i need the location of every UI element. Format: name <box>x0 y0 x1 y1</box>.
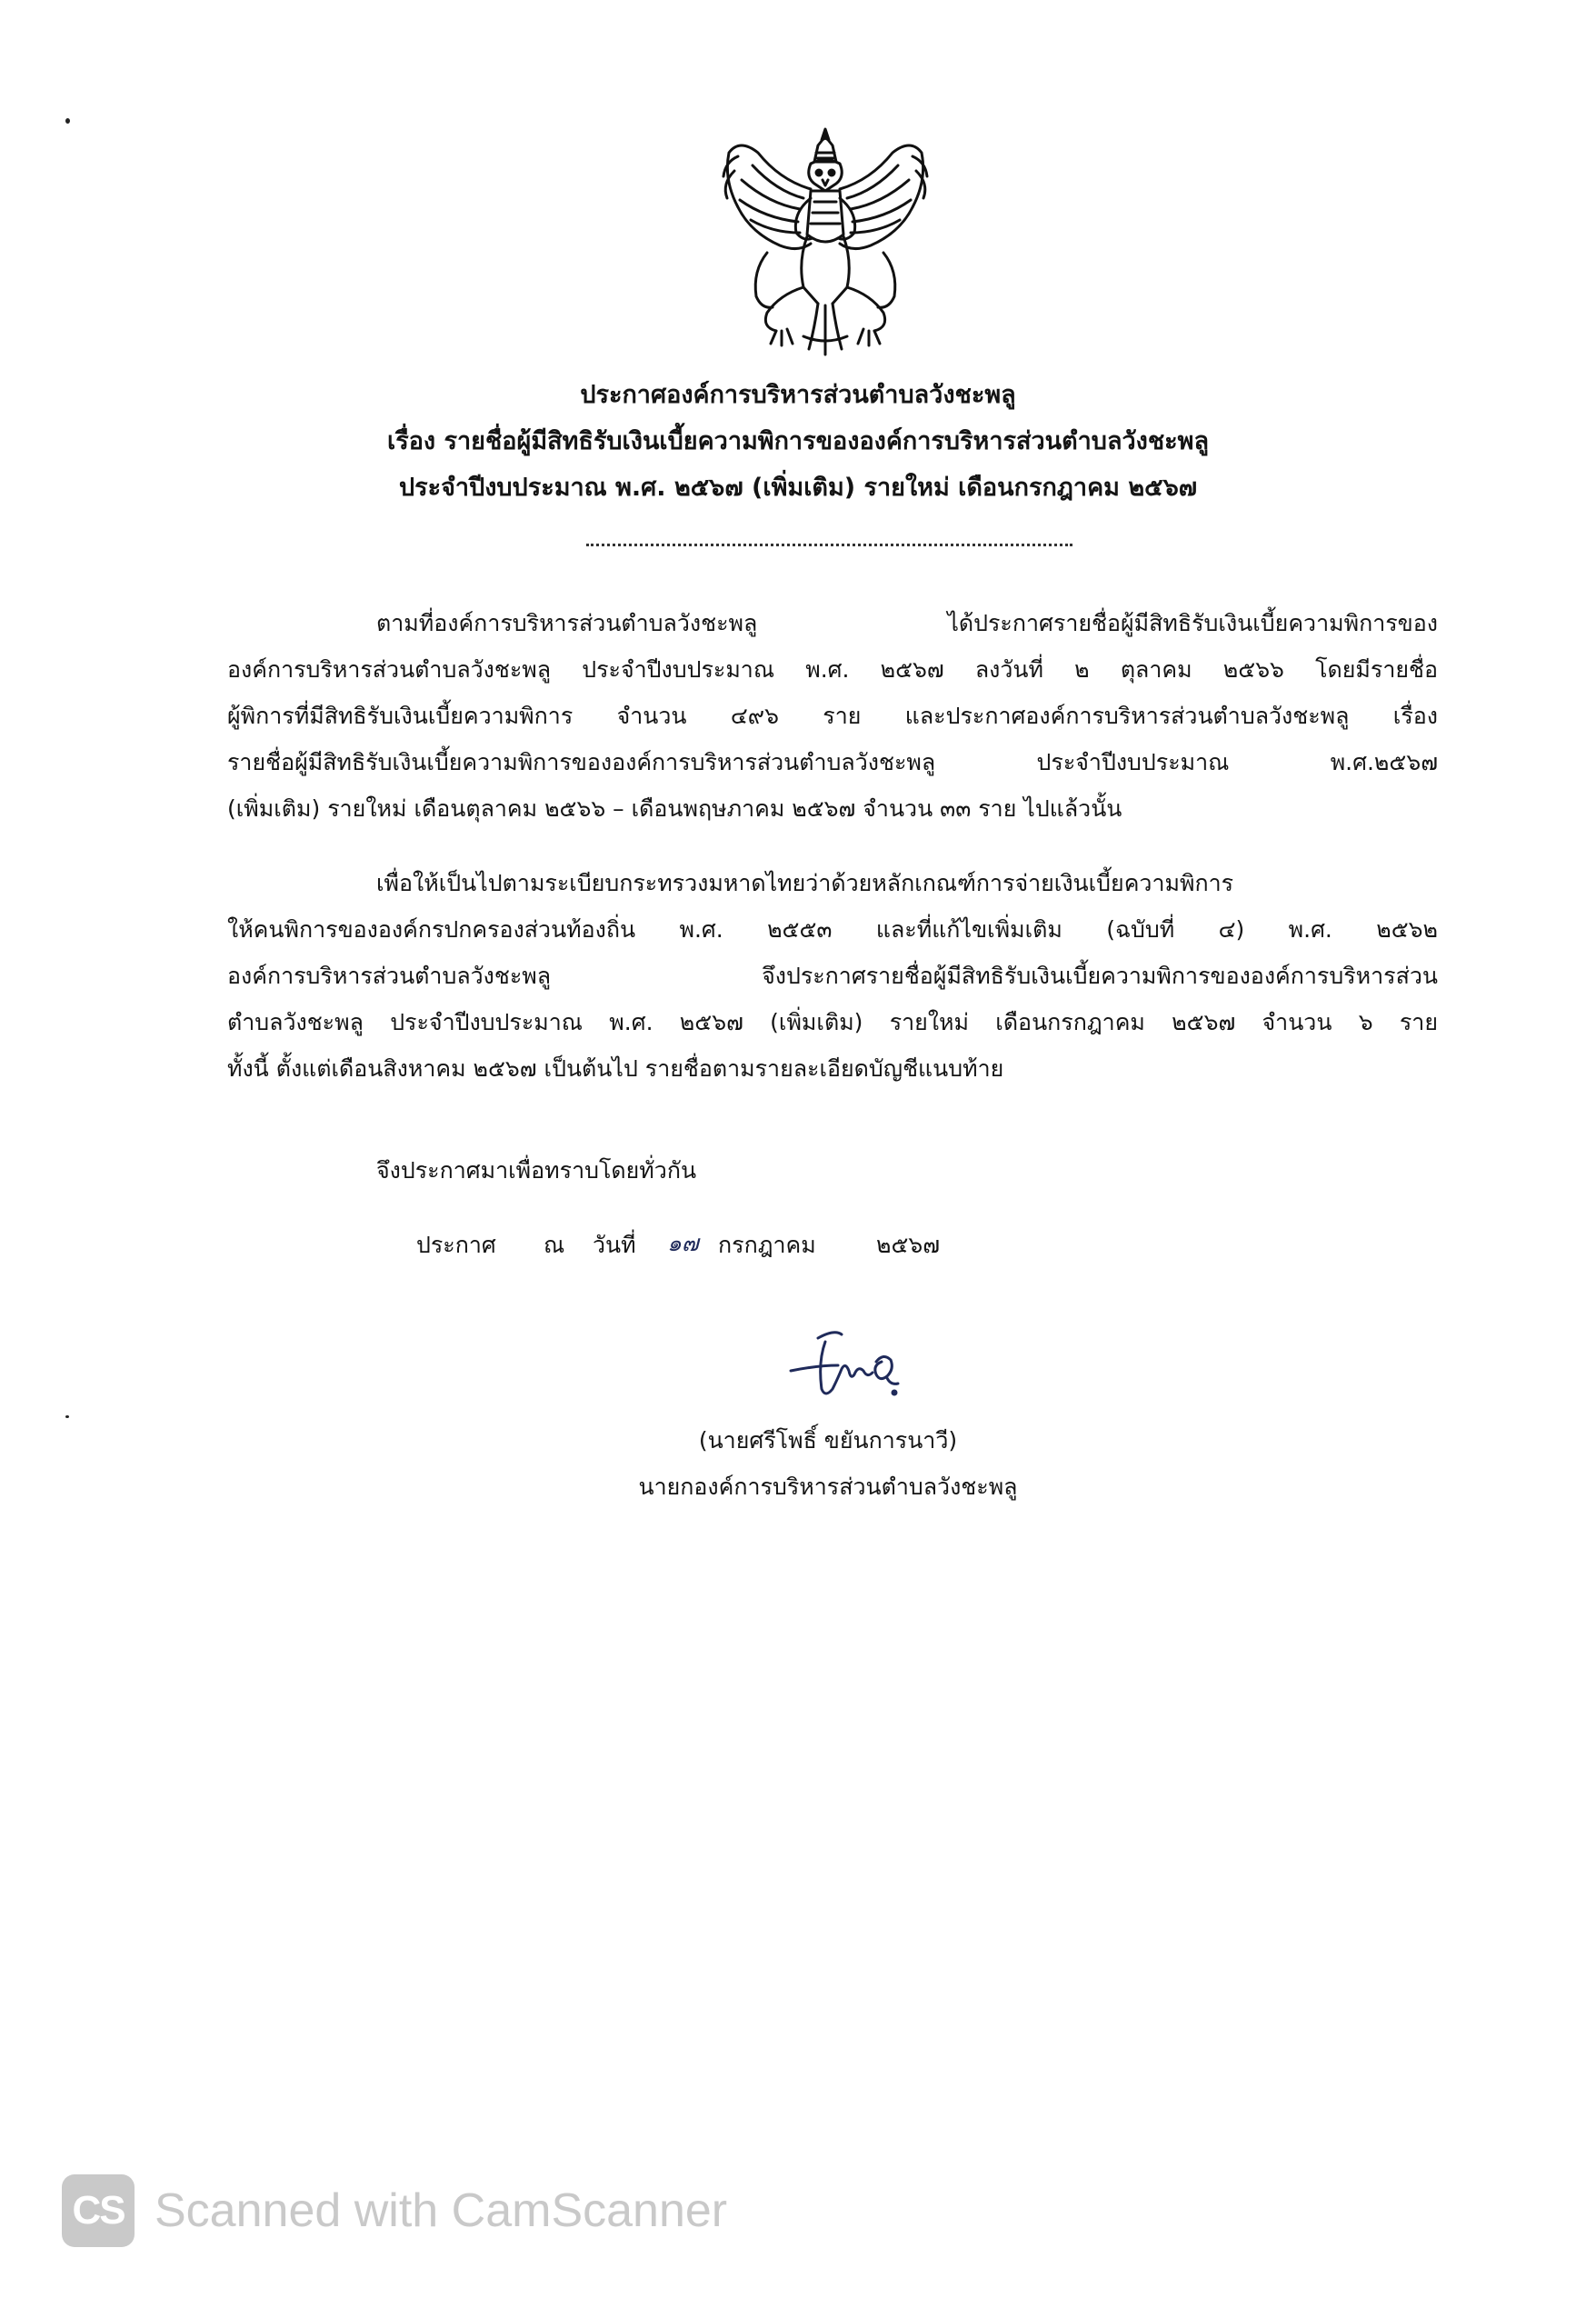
camscanner-text: Scanned with CamScanner <box>155 2184 728 2237</box>
scan-speck <box>65 1415 69 1418</box>
camscanner-watermark <box>62 2173 727 2249</box>
garuda-emblem-icon <box>716 125 934 362</box>
dotted-divider <box>586 544 1072 546</box>
signatory-name: (นายศรีโพธิ์ ขยันการนาวี) <box>698 1427 958 1454</box>
camscanner-logo-icon: CS <box>62 2174 135 2247</box>
date-month: กรกฎาคม <box>718 1232 816 1258</box>
signatory-position: นายกองค์การบริหารส่วนตำบลวังชะพลู <box>638 1474 1018 1500</box>
paragraph-1-line: รายชื่อผู้มีสิทธิรับเงินเบี้ยความพิการขององค์การบริหารส่วนตำบลวังชะพลู ประจำปีงบประมาณ พ.ศ.๒๕๖๗ <box>227 749 1438 775</box>
date-year: ๒๕๖๗ <box>876 1232 941 1258</box>
paragraph-2-line: ให้คนพิการขององค์กรปกครองส่วนท้องถิ่น พ.ศ. ๒๕๕๓ และที่แก้ไขเพิ่มเติม (ฉบับที่ ๔) พ.ศ. ๒๕๖๒ <box>227 916 1438 943</box>
paragraph-1-line: ตามที่องค์การบริหารส่วนตำบลวังชะพลู ได้ประกาศรายชื่อผู้มีสิทธิรับเงินเบี้ยความพิการของ <box>376 610 1438 636</box>
handwritten-signature <box>782 1325 936 1407</box>
paragraph-1-line: องค์การบริหารส่วนตำบลวังชะพลู ประจำปีงบประมาณ พ.ศ. ๒๕๖๗ ลงวันที่ ๒ ตุลาคม ๒๕๖๖ โดยมีรายชื่อ <box>227 656 1438 683</box>
announcement-title: ประกาศองค์การบริหารส่วนตำบลวังชะพลู <box>580 381 1016 409</box>
paragraph-1-line: (เพิ่มเติม) รายใหม่ เดือนตุลาคม ๒๕๖๖ – เดือนพฤษภาคม ๒๕๖๗ จำนวน ๓๓ ราย ไปแล้วนั้น <box>227 795 1122 822</box>
paragraph-2-line: ตำบลวังชะพลู ประจำปีงบประมาณ พ.ศ. ๒๕๖๗ (เพิ่มเติม) รายใหม่ เดือนกรกฎาคม ๒๕๖๗ จำนวน ๖ ราย <box>227 1009 1438 1035</box>
paragraph-2-line: ทั้งนี้ ตั้งแต่เดือนสิงหาคม ๒๕๖๗ เป็นต้นไป รายชื่อตามรายละเอียดบัญชีแนบท้าย <box>227 1055 1004 1082</box>
paragraph-1-line: ผู้พิการที่มีสิทธิรับเงินเบี้ยความพิการ จำนวน ๔๙๖ ราย และประกาศองค์การบริหารส่วนตำบลวังชะพลู เรื่อง <box>227 703 1438 729</box>
paragraph-2-line: องค์การบริหารส่วนตำบลวังชะพลู จึงประกาศรายชื่อผู้มีสิทธิรับเงินเบี้ยความพิการขององค์การบริหารส่วน <box>227 963 1438 989</box>
fiscal-year-line: ประจำปีงบประมาณ พ.ศ. ๒๕๖๗ (เพิ่มเติม) รายใหม่ เดือนกรกฎาคม ๒๕๖๗ <box>398 474 1198 502</box>
date-day-handwritten: ๑๗ <box>667 1230 699 1256</box>
closing-statement: จึงประกาศมาเพื่อทราบโดยทั่วกัน <box>376 1157 697 1184</box>
date-label-at: ณ <box>544 1232 565 1258</box>
announcement-subject: เรื่อง รายชื่อผู้มีสิทธิรับเงินเบี้ยความพิการขององค์การบริหารส่วนตำบลวังชะพลู <box>386 427 1210 455</box>
date-label-day: วันที่ <box>593 1232 636 1258</box>
date-label-announced: ประกาศ <box>416 1232 496 1258</box>
paragraph-2-line: เพื่อให้เป็นไปตามระเบียบกระทรวงมหาดไทยว่าด้วยหลักเกณฑ์การจ่ายเงินเบี้ยความพิการ <box>376 870 1234 896</box>
scan-speck <box>65 118 70 124</box>
